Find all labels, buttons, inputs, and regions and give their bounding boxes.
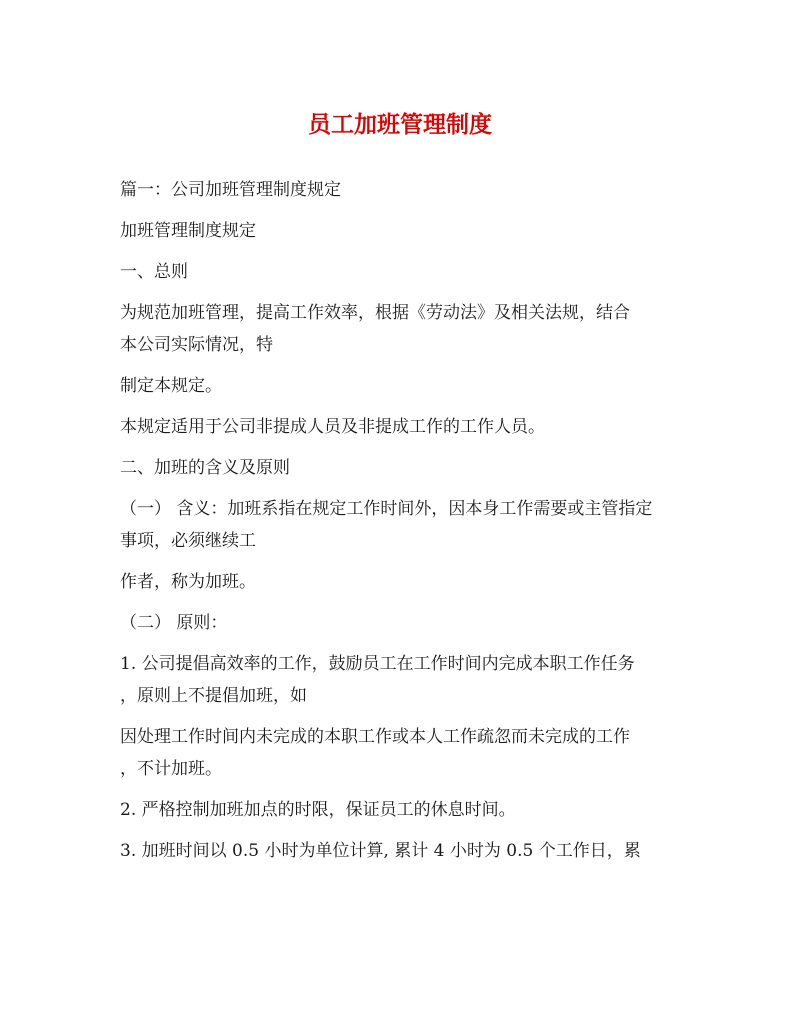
document-body	[120, 180, 700, 861]
paragraph-line: 事项，必须继续工	[120, 531, 256, 551]
chapter-heading-general: 一、总则	[120, 262, 188, 282]
document-title: 员工加班管理制度	[308, 111, 492, 138]
paragraph-line: 作者，称为加班。	[120, 572, 256, 592]
paragraph-line: 制定本规定。	[120, 376, 222, 396]
list-item-line: 2. 严格控制加班加点的时限，保证员工的休息时间。	[120, 800, 516, 820]
clause-heading: （二） 原则：	[120, 613, 228, 633]
chapter-heading-principles: 二、加班的含义及原则	[120, 458, 290, 478]
list-item-line: ，原则上不提倡加班，如	[120, 686, 307, 706]
paragraph-line: 为规范加班管理，提高工作效率，根据《劳动法》及相关法规，结合	[120, 303, 630, 323]
list-item-line: 1. 公司提倡高效率的工作，鼓励员工在工作时间内完成本职工作任务	[120, 654, 635, 674]
paragraph-line: （一） 含义：加班系指在规定工作时间外，因本身工作需要或主管指定	[120, 499, 653, 519]
subsection-heading: 加班管理制度规定	[120, 221, 256, 241]
paragraph-line: 本公司实际情况，特	[120, 335, 273, 355]
list-item-line: 3. 加班时间以 0.5 小时为单位计算, 累计 4 小时为 0.5 个工作日，累	[120, 841, 641, 861]
list-item-line: 因处理工作时间内未完成的本职工作或本人工作疏忽而未完成的工作	[120, 727, 630, 747]
list-item-line: ，不计加班。	[120, 759, 222, 779]
paragraph-line: 本规定适用于公司非提成人员及非提成工作的工作人员。	[120, 417, 545, 437]
section-heading: 篇一：公司加班管理制度规定	[120, 180, 341, 200]
